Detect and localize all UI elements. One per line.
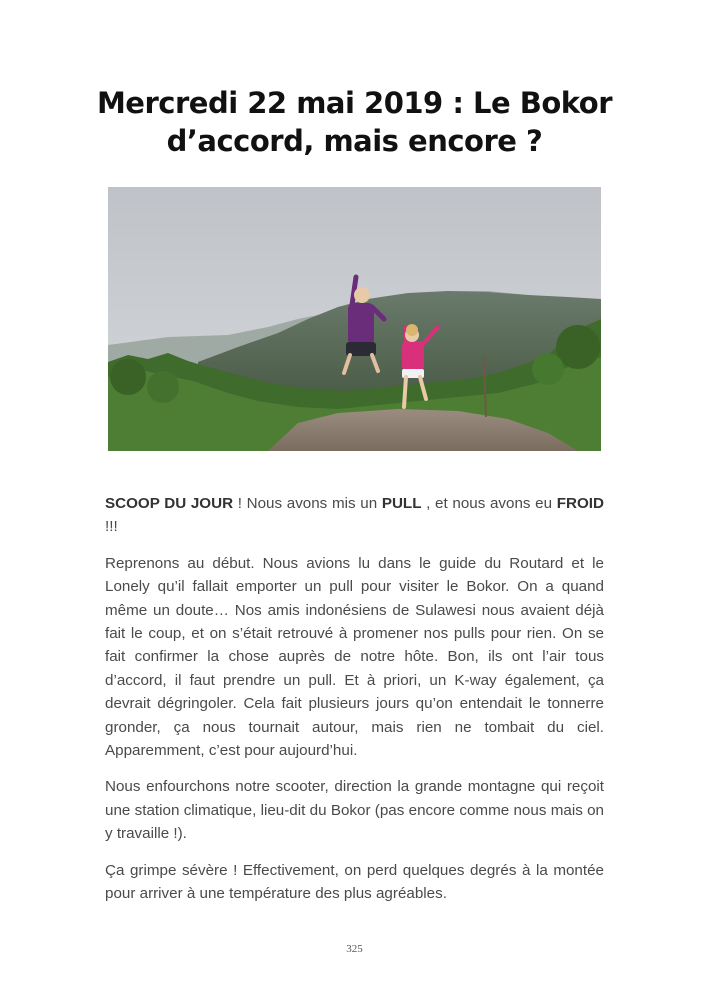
tree: [532, 353, 564, 385]
froid-label: FROID: [556, 495, 604, 512]
tree: [147, 371, 179, 403]
paragraph-2: Reprenons au début. Nous avions lu dans le guide du Routard et le Lonely qu’il fallait emporter un pull pour visiter le Bokor. On a quand même un doute… Nos amis indonésiens de Sulawesi nous avaient déjà fait le coup, et on s’était retrouvé à promener nos pulls pour rien. On se fait confirmer la chose auprès de notre hôte. Bon, ils ont l’air tous d’accord, il faut prendre un pull. Et à priori, un K-way également, ça devrait dégringoler. Cela fait plusieurs jours qu’on entendait le tonnerre gronder, ça nous tournait autour, mais rien ne tombait du ciel. Apparemment, c’est pour aujourd’hui.: [105, 554, 604, 760]
title-line-2: d’accord, mais encore ?: [166, 124, 543, 158]
paragraph-4: Ça grimpe sévère ! Effectivement, on perd quelques degrés à la montée pour arriver à une température des plus agréables.: [105, 861, 604, 903]
mountain-photo: [108, 187, 601, 451]
scoop-label: SCOOP DU JOUR: [105, 495, 234, 512]
article-body: [105, 492, 604, 919]
paragraph-1-text-2: , et nous avons eu: [421, 495, 557, 512]
title-line-1: Mercredi 22 mai 2019 : Le Bokor: [96, 86, 613, 120]
paragraph-3: Nous enfourchons notre scooter, direction la grande montagne qui reçoit une station climatique, lieu-dit du Bokor (pas encore comme nous mais on y travaille !).: [105, 778, 604, 843]
paragraph-1-text-3: !!!: [105, 518, 118, 536]
tree: [556, 325, 600, 369]
paragraph-1-text-1: ! Nous avons mis un: [233, 495, 382, 512]
photo-illustration: [108, 187, 601, 451]
paragraph-1: [105, 492, 604, 539]
page-title: [60, 84, 649, 160]
pull-label: PULL: [381, 495, 422, 512]
page-number: 325: [346, 943, 363, 955]
tree: [110, 359, 146, 395]
